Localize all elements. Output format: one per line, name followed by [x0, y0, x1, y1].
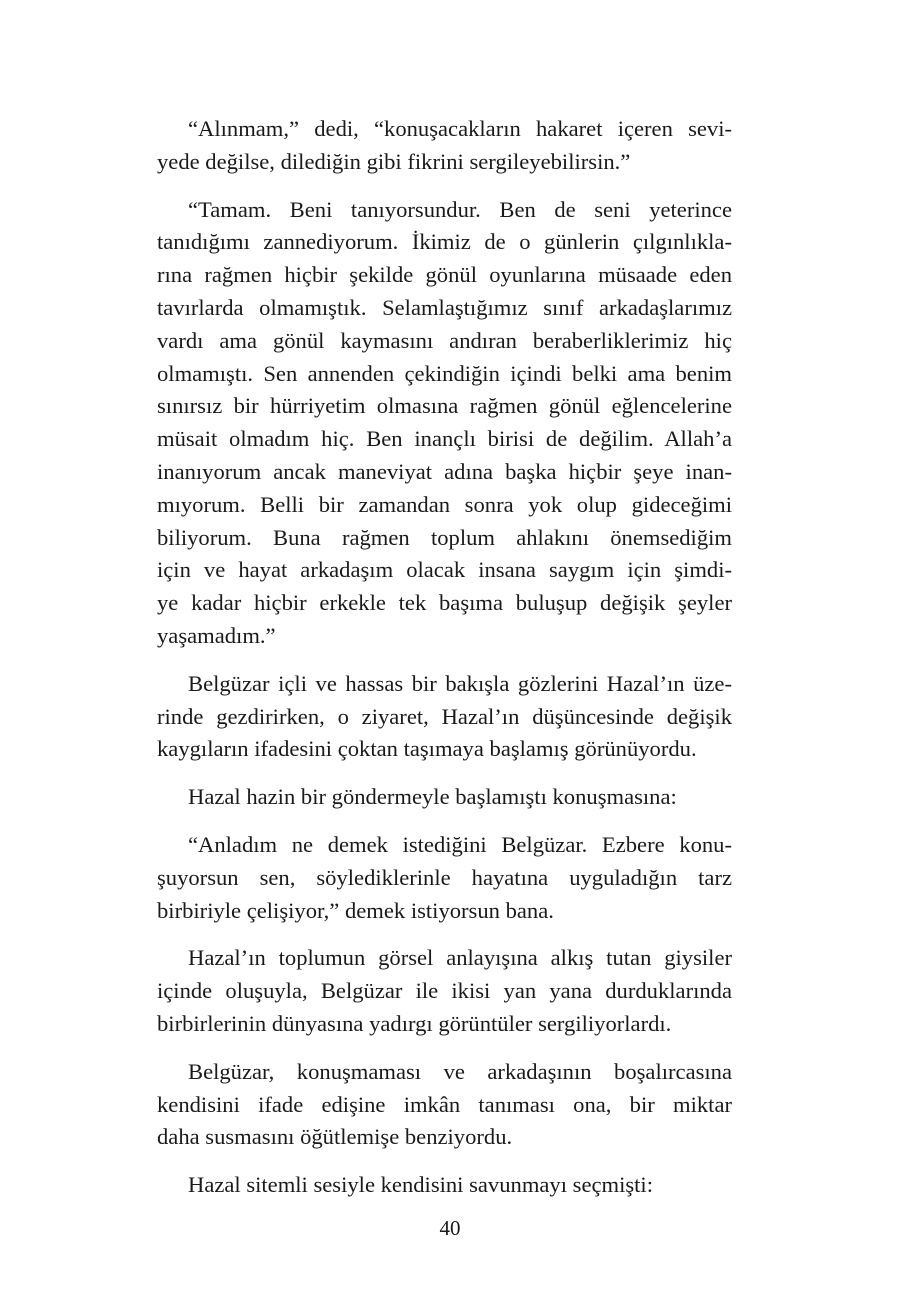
text-line: olmamıştı. Sen annenden çekindiğin içindi belki ama benim	[157, 360, 732, 386]
text-line: Hazal sitemli sesiyle kendisini savunmayı seçmişti:	[188, 1172, 653, 1198]
text-line: Hazal’ın toplumun görsel anlayışına alkış tutan giysiler	[188, 945, 732, 971]
text-line: müsait olmadım hiç. Ben inançlı birisi de değilim. Allah’a	[157, 426, 732, 452]
paragraph	[157, 668, 732, 766]
text-line: içinde oluşuyla, Belgüzar ile ikisi yan yana durduklarında	[157, 978, 732, 1004]
text-line: Hazal hazin bir göndermeyle başlamıştı konuşmasına:	[188, 784, 677, 810]
text-line: yede değilse, dilediğin gibi fikrini sergileyebilirsin.”	[157, 148, 631, 174]
text-line: kaygıların ifadesini çoktan taşımaya başlamış görünüyordu.	[157, 736, 697, 762]
body-text	[157, 113, 732, 1217]
paragraph	[157, 829, 732, 927]
paragraph	[157, 1169, 732, 1202]
text-line: şuyorsun sen, söylediklerinle hayatına uyguladığın tarz	[157, 864, 732, 890]
text-line: tanıdığımı zannediyorum. İkimiz de o günlerin çılgınlıkla-	[157, 229, 732, 255]
text-line: rına rağmen hiçbir şekilde gönül oyunlarına müsaade eden	[157, 262, 732, 288]
text-line: yaşamadım.”	[157, 622, 276, 648]
text-line: Belgüzar içli ve hassas bir bakışla gözlerini Hazal’ın üze-	[188, 670, 732, 696]
text-line: birbiriyle çelişiyor,” demek istiyorsun bana.	[157, 897, 554, 923]
text-line: sınırsız bir hürriyetim olmasına rağmen gönül eğlencelerine	[157, 393, 732, 419]
text-line: vardı ama gönül kaymasını andıran beraberliklerimiz hiç	[157, 327, 732, 353]
paragraph	[157, 113, 732, 179]
text-line: daha susmasını öğütlemişe benziyordu.	[157, 1124, 513, 1150]
paragraph	[157, 1056, 732, 1154]
text-line: “Alınmam,” dedi, “konuşacakların hakaret içeren sevi-	[188, 116, 732, 141]
paragraph	[157, 942, 732, 1040]
paragraph	[157, 781, 732, 814]
text-line: için ve hayat arkadaşım olacak insana saygım için şimdi-	[157, 557, 732, 583]
page-number: 40	[439, 1216, 461, 1240]
text-line: “Anladım ne demek istediğini Belgüzar. Ezbere konu-	[188, 831, 732, 857]
text-line: Belgüzar, konuşmaması ve arkadaşının boşalırcasına	[188, 1058, 732, 1084]
text-line: mıyorum. Belli bir zamandan sonra yok olup gideceğimi	[157, 491, 732, 517]
text-line: rinde gezdirirken, o ziyaret, Hazal’ın düşüncesinde değişik	[157, 703, 732, 729]
paragraph	[157, 194, 732, 653]
text-line: inanıyorum ancak maneviyat adına başka hiçbir şeye inan-	[157, 458, 732, 484]
text-line: “Tamam. Beni tanıyorsundur. Ben de seni yeterince	[188, 196, 732, 222]
text-line: ye kadar hiçbir erkekle tek başıma buluşup değişik şeyler	[157, 590, 732, 616]
text-line: birbirlerinin dünyasına yadırgı görüntüler sergiliyorlardı.	[157, 1010, 672, 1036]
text-line: tavırlarda olmamıştık. Selamlaştığımız sınıf arkadaşlarımız	[157, 294, 732, 320]
text-line: biliyorum. Buna rağmen toplum ahlakını önemsediğim	[157, 524, 732, 550]
text-line: kendisini ifade edişine imkân tanıması ona, bir miktar	[157, 1091, 732, 1117]
